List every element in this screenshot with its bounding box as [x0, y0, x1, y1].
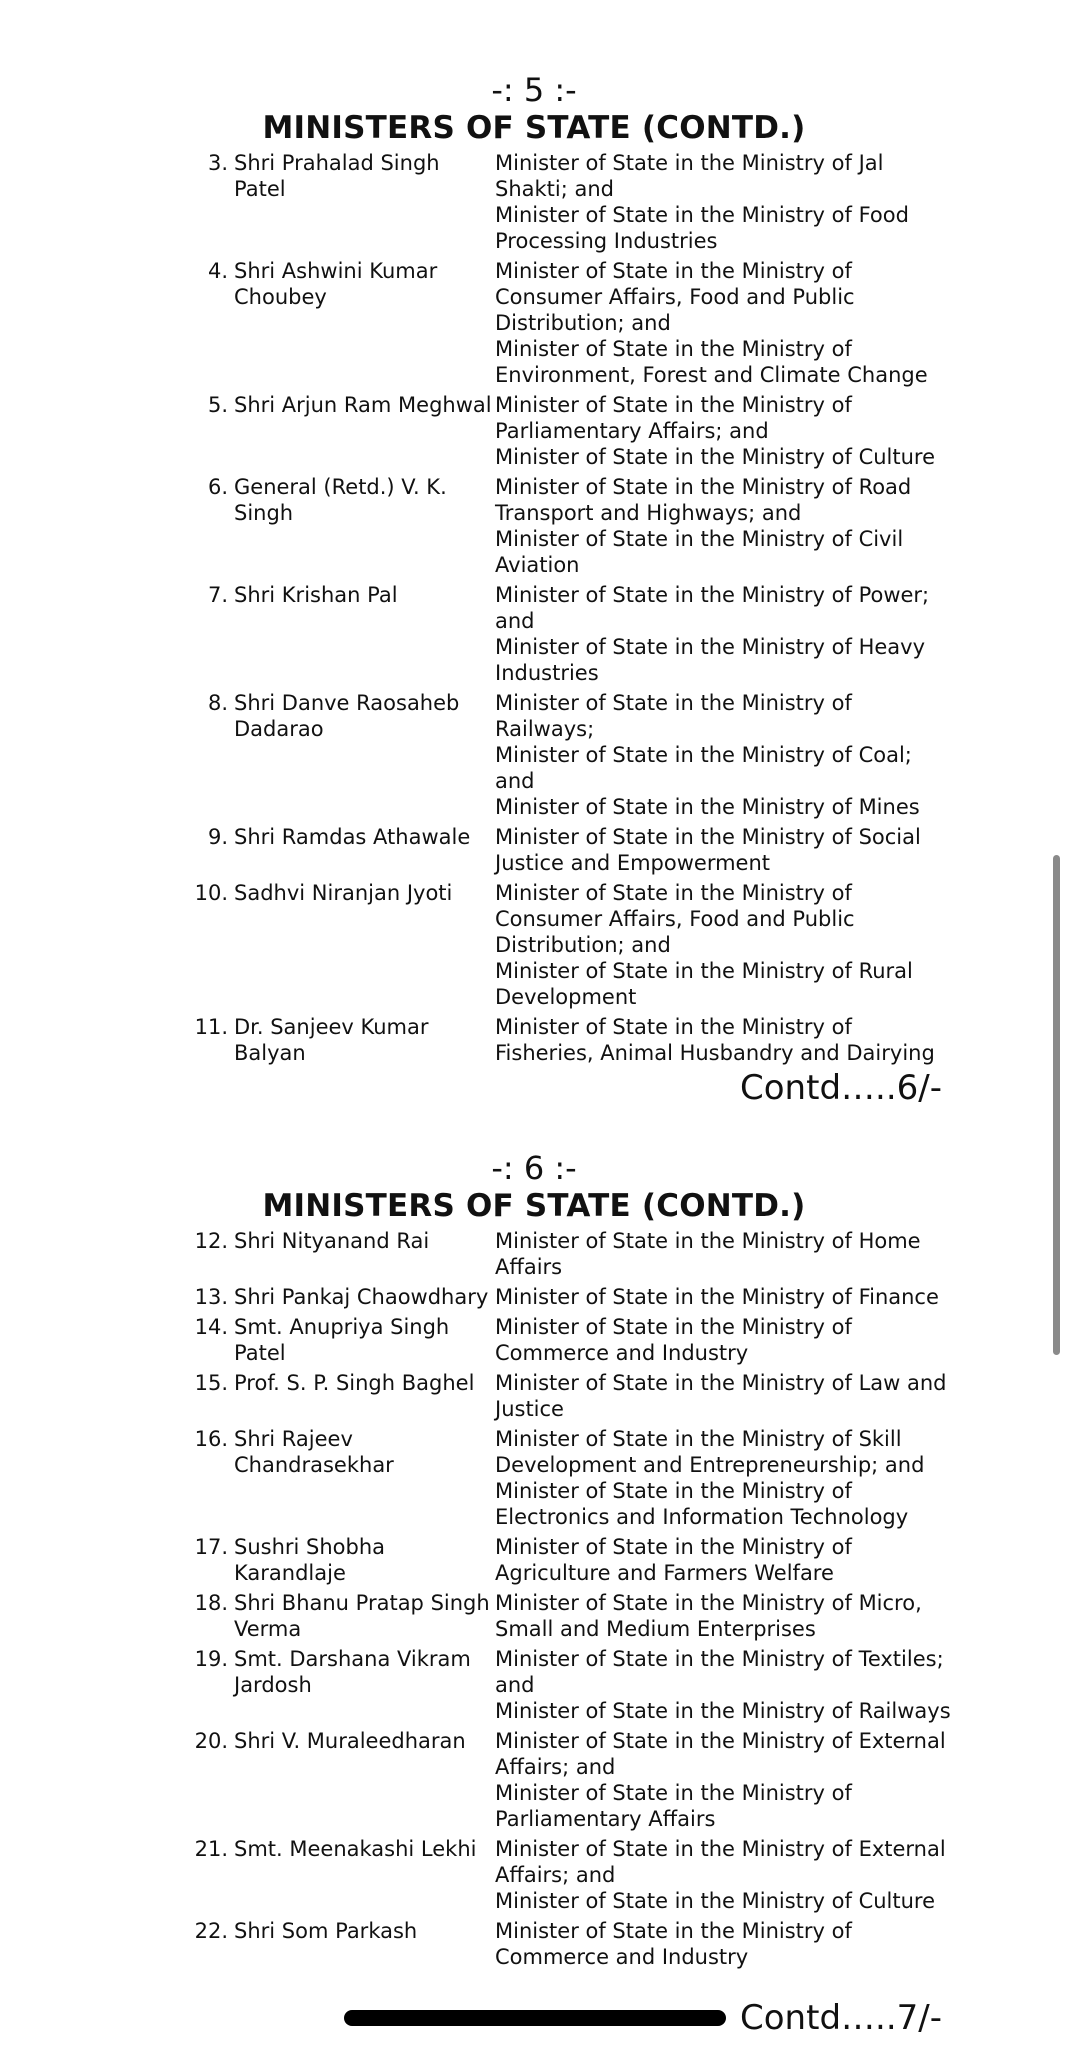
row-number: 17. [194, 1535, 228, 1559]
minister-name: Smt. Darshana Vikram Jardosh [234, 1647, 471, 1697]
minister-row [192, 1370, 1068, 1422]
minister-row [192, 474, 1068, 578]
continued-note: Contd…..7/- [740, 1998, 942, 2038]
row-number: 8. [207, 691, 228, 715]
vertical-scrollbar[interactable] [1053, 855, 1060, 1355]
portfolio [495, 1836, 955, 1914]
minister-row [192, 1284, 1068, 1310]
page-number: -: 6 :- [491, 1149, 577, 1187]
portfolio-line: Minister of State in the Ministry of Commerce and Industry [495, 1315, 852, 1365]
row-number: 22. [194, 1919, 228, 1943]
minister-row [192, 880, 1068, 1010]
portfolio [495, 1314, 955, 1366]
row-number: 12. [194, 1229, 228, 1253]
minister-name: Shri Danve Raosaheb Dadarao [234, 691, 460, 741]
portfolio [495, 1426, 955, 1530]
portfolio [495, 824, 955, 876]
home-indicator[interactable] [344, 2010, 726, 2026]
portfolio-line: Minister of State in the Ministry of Fisheries, Animal Husbandry and Dairying [495, 1015, 935, 1065]
portfolio-line: Minister of State in the Ministry of External Affairs; and [495, 1837, 946, 1887]
minister-name: Shri Ramdas Athawale [234, 825, 471, 849]
portfolio [495, 150, 955, 254]
portfolio-line: Minister of State in the Ministry of Railways; [495, 691, 852, 741]
minister-row [192, 1590, 1068, 1642]
minister-name: Sushri Shobha Karandlaje [234, 1535, 386, 1585]
portfolio-line: Minister of State in the Ministry of Textiles; and [495, 1647, 944, 1697]
portfolio-line: Minister of State in the Ministry of Culture [495, 445, 936, 469]
minister-name: Shri Bhanu Pratap Singh Verma [234, 1591, 490, 1641]
portfolio-line: Minister of State in the Ministry of Environment, Forest and Climate Change [495, 337, 928, 387]
portfolio-line: Minister of State in the Ministry of Heavy Industries [495, 635, 925, 685]
page-heading: MINISTERS OF STATE (CONTD.) [262, 110, 806, 146]
portfolio [495, 1728, 955, 1832]
page-heading: MINISTERS OF STATE (CONTD.) [262, 1188, 806, 1224]
portfolio [495, 1918, 955, 1970]
row-number: 10. [194, 881, 228, 905]
portfolio-line: Minister of State in the Ministry of Commerce and Industry [495, 1919, 852, 1969]
portfolio [495, 1534, 955, 1586]
portfolio-line: Minister of State in the Ministry of Law and Justice [495, 1371, 947, 1421]
portfolio [495, 1228, 955, 1280]
row-number: 20. [194, 1729, 228, 1753]
minister-name: Shri Krishan Pal [234, 583, 398, 607]
portfolio [495, 392, 955, 470]
portfolio-line: Minister of State in the Ministry of Culture [495, 1889, 936, 1913]
row-number: 9. [207, 825, 228, 849]
minister-name: General (Retd.) V. K. Singh [234, 475, 447, 525]
document-page-5 [0, 72, 1068, 1070]
row-number: 7. [207, 583, 228, 607]
portfolio [495, 1646, 955, 1724]
row-number: 16. [194, 1427, 228, 1451]
portfolio [495, 474, 955, 578]
portfolio-line: Minister of State in the Ministry of Power; and [495, 583, 930, 633]
minister-row [192, 824, 1068, 876]
minister-row [192, 582, 1068, 686]
minister-row [192, 1646, 1068, 1724]
row-number: 13. [194, 1285, 228, 1309]
portfolio-line: Minister of State in the Ministry of Electronics and Information Technology [495, 1479, 909, 1529]
minister-row [192, 1728, 1068, 1832]
continued-note: Contd…..6/- [740, 1068, 942, 1108]
page-number: -: 5 :- [491, 71, 577, 109]
minister-row [192, 690, 1068, 820]
row-number: 14. [194, 1315, 228, 1339]
portfolio-line: Minister of State in the Ministry of Finance [495, 1285, 939, 1309]
minister-name: Smt. Meenakashi Lekhi [234, 1837, 477, 1861]
document-page-6 [0, 1150, 1068, 1974]
row-number: 21. [194, 1837, 228, 1861]
portfolio-line: Minister of State in the Ministry of Consumer Affairs, Food and Public Distribution; and [495, 259, 855, 335]
minister-name: Shri Nityanand Rai [234, 1229, 430, 1253]
portfolio-line: Minister of State in the Ministry of Mines [495, 795, 920, 819]
minister-row [192, 1836, 1068, 1914]
portfolio-line: Minister of State in the Ministry of Jal Shakti; and [495, 151, 884, 201]
portfolio [495, 1370, 955, 1422]
portfolio [495, 258, 955, 388]
row-number: 5. [207, 393, 228, 417]
minister-name: Sadhvi Niranjan Jyoti [234, 881, 453, 905]
minister-row [192, 1314, 1068, 1366]
minister-name: Shri Arjun Ram Meghwal [234, 393, 492, 417]
portfolio [495, 582, 955, 686]
portfolio [495, 1284, 955, 1310]
row-number: 19. [194, 1647, 228, 1671]
row-number: 18. [194, 1591, 228, 1615]
row-number: 3. [207, 151, 228, 175]
minister-row [192, 392, 1068, 470]
portfolio-line: Minister of State in the Ministry of Social Justice and Empowerment [495, 825, 921, 875]
portfolio-line: Minister of State in the Ministry of Road Transport and Highways; and [495, 475, 912, 525]
minister-name: Smt. Anupriya Singh Patel [234, 1315, 450, 1365]
minister-row [192, 1918, 1068, 1970]
ministers-list [0, 1228, 1068, 1970]
portfolio-line: Minister of State in the Ministry of Railways [495, 1699, 951, 1723]
portfolio-line: Minister of State in the Ministry of Parliamentary Affairs [495, 1781, 852, 1831]
minister-name: Dr. Sanjeev Kumar Balyan [234, 1015, 429, 1065]
portfolio-line: Minister of State in the Ministry of Civil Aviation [495, 527, 904, 577]
row-number: 4. [207, 259, 228, 283]
minister-name: Shri V. Muraleedharan [234, 1729, 466, 1753]
ministers-list [0, 150, 1068, 1066]
portfolio [495, 880, 955, 1010]
portfolio [495, 1590, 955, 1642]
portfolio-line: Minister of State in the Ministry of Parliamentary Affairs; and [495, 393, 852, 443]
portfolio-line: Minister of State in the Ministry of Consumer Affairs, Food and Public Distribution; and [495, 881, 855, 957]
minister-name: Shri Rajeev Chandrasekhar [234, 1427, 394, 1477]
row-number: 6. [207, 475, 228, 499]
minister-name: Shri Som Parkash [234, 1919, 418, 1943]
minister-row [192, 1534, 1068, 1586]
minister-row [192, 1426, 1068, 1530]
minister-row [192, 150, 1068, 254]
portfolio-line: Minister of State in the Ministry of Micro, Small and Medium Enterprises [495, 1591, 922, 1641]
portfolio [495, 690, 955, 820]
row-number: 15. [194, 1371, 228, 1395]
portfolio-line: Minister of State in the Ministry of External Affairs; and [495, 1729, 946, 1779]
minister-row [192, 1014, 1068, 1066]
minister-name: Prof. S. P. Singh Baghel [234, 1371, 475, 1395]
portfolio-line: Minister of State in the Ministry of Skill Development and Entrepreneurship; and [495, 1427, 925, 1477]
portfolio-line: Minister of State in the Ministry of Rural Development [495, 959, 913, 1009]
portfolio-line: Minister of State in the Ministry of Home Affairs [495, 1229, 921, 1279]
portfolio-line: Minister of State in the Ministry of Agriculture and Farmers Welfare [495, 1535, 852, 1585]
minister-name: Shri Prahalad Singh Patel [234, 151, 440, 201]
minister-row [192, 258, 1068, 388]
row-number: 11. [194, 1015, 228, 1039]
minister-row [192, 1228, 1068, 1280]
minister-name: Shri Ashwini Kumar Choubey [234, 259, 438, 309]
portfolio [495, 1014, 955, 1066]
portfolio-line: Minister of State in the Ministry of Food Processing Industries [495, 203, 909, 253]
minister-name: Shri Pankaj Chaowdhary [234, 1285, 489, 1309]
portfolio-line: Minister of State in the Ministry of Coal; and [495, 743, 912, 793]
